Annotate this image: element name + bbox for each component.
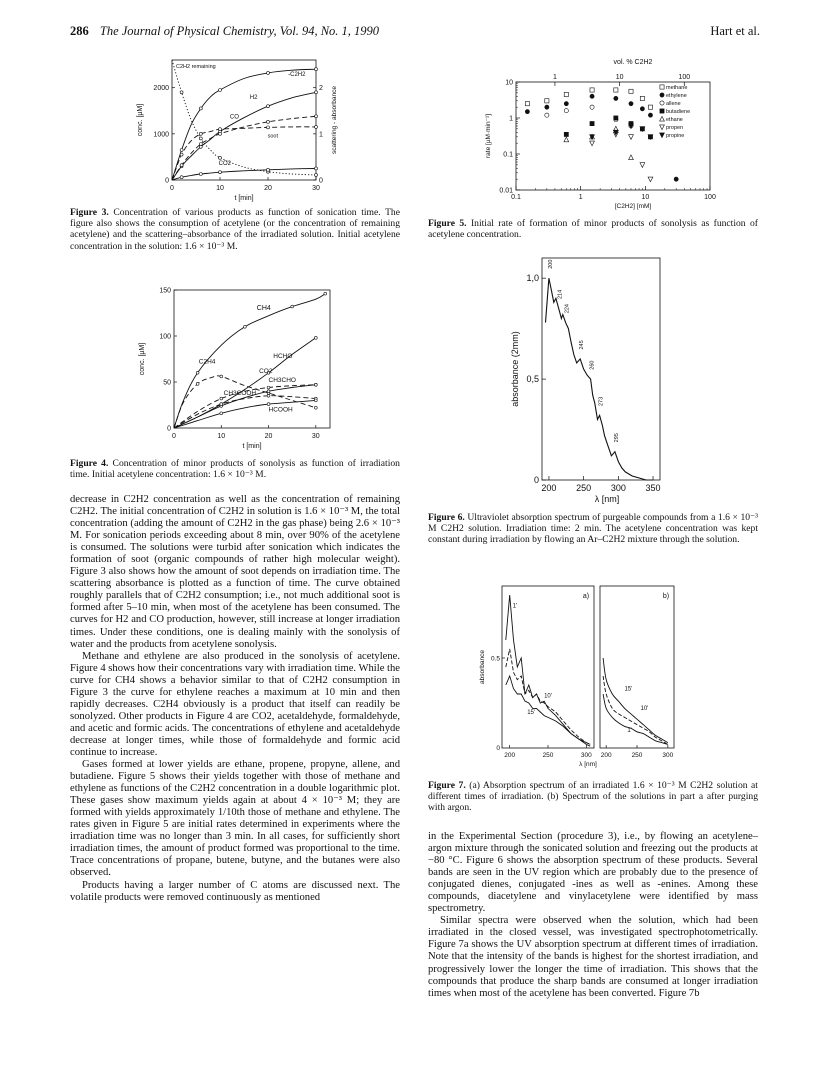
data-point <box>219 171 222 174</box>
x-tick-label: 20 <box>264 185 272 192</box>
y-tick-label: 0.5 <box>490 655 500 663</box>
label-ch3cho: CH3CHO <box>268 377 296 384</box>
x-tick-label-a: 250 <box>542 752 554 759</box>
data-point <box>267 386 270 389</box>
x-axis-label: t [min] <box>234 195 254 202</box>
y-axis-label: absorbance (2mm) <box>510 331 520 407</box>
x-tick-label-a: 300 <box>580 752 592 759</box>
data-point-ethylene <box>614 96 618 100</box>
data-point-methane <box>648 105 652 109</box>
data-point-propen <box>640 163 645 168</box>
peak-label: 295 <box>613 433 620 443</box>
page-number: 286 <box>70 24 89 38</box>
figure-7-chart <box>476 582 686 772</box>
legend-marker-methane <box>660 85 664 89</box>
data-point <box>180 149 183 152</box>
x-tick-label: 1 <box>578 194 583 201</box>
data-point-butadiene <box>564 132 568 136</box>
panel-a-frame <box>502 586 594 748</box>
body-paragraph: Products having a larger number of C atoms are discussed next. The volatile products were removed continuously as mentioned <box>70 879 400 903</box>
y-tick-label: 0 <box>165 177 169 185</box>
x-tick-label-b: 300 <box>662 752 674 759</box>
data-point <box>219 128 222 131</box>
body-paragraph: decrease in C2H2 concentration as well as the concentration of remaining C2H2. The initial concentration of C2H2 in solution is 1.6 × 10⁻³ M, the total concentration (adding the amount of C2H2 in the gas phase) being 2.6 × 10⁻³ M. For sonication periods exceeding about 8 min, over 90% of the acetylene is consumed. The solutions were turbid after sonication which indicates the formation of soot (organic compounds of rather high molecular weight). Figure 3 also shows how the amount of soot depends on irradiation time. The scattering absorbance is plotted as a function of time. The curve obtained roughly parallels that of C2H2 consumption; i.e., not much additional soot is formed after 5–10 min, when most of the acetylene has been consumed. The curves for H2 and CO production, however, still increase at longer irradiation times. Under these conditions, one is dealing mainly with the sonolysis of water and the products from acetylene sonolysis. <box>70 494 400 650</box>
data-point-methane <box>640 96 644 100</box>
x-axis-label: t [min] <box>242 443 262 450</box>
data-point-methane <box>590 88 594 92</box>
x-tick-label: 10 <box>216 185 224 192</box>
data-point-ethylene <box>629 102 633 106</box>
top-tick-label: 10 <box>615 74 624 81</box>
top-axis-label: vol. % C2H2 <box>613 59 653 66</box>
data-point-butadiene <box>590 121 594 125</box>
body-column-right <box>428 831 758 1000</box>
data-point <box>180 91 183 94</box>
x-tick-label: 100 <box>704 194 716 201</box>
data-point-butadiene <box>614 116 618 120</box>
data-point <box>220 403 223 406</box>
running-authors: Hart et al. <box>710 24 760 38</box>
x-tick-label: 30 <box>311 433 320 440</box>
plot-frame <box>174 290 330 428</box>
figure-3-caption-text: Concentration of various products as function of sonication time. The figure also shows the consumption of acetylene (or the concentration of remaining acetylene) and the scattering–absorbance of the irradiated solution. Initial acetylene concentration in the solution: 1.6 × 10⁻³ M. <box>70 207 400 252</box>
x-tick-label: 300 <box>610 483 626 493</box>
data-point <box>244 325 247 328</box>
data-point-allene <box>590 105 594 109</box>
figure-4-caption-label: Figure 4. <box>70 458 109 469</box>
data-point-methane <box>545 99 549 103</box>
legend-label-ethane: ethane <box>666 117 683 123</box>
legend-marker-propine <box>660 133 665 138</box>
series-line-CO2 <box>172 169 316 181</box>
legend-label-allene: allene <box>666 101 681 107</box>
x-tick-label: 0 <box>170 185 174 192</box>
label-co2: CO2 <box>259 367 273 375</box>
data-point <box>196 371 199 374</box>
figure-5-caption-text: Initial rate of formation of minor products of sonolysis as function of acetylene concentration. <box>428 218 758 241</box>
legend-label-propen: propen <box>666 125 684 131</box>
y-tick-label: 1,0 <box>526 273 539 284</box>
data-point-allene <box>564 109 568 113</box>
legend-label-ethylene: ethylene <box>666 93 687 99</box>
data-point <box>199 107 202 110</box>
peak-label: 214 <box>557 289 564 300</box>
series-line-CH3COOH <box>174 396 316 428</box>
figure-7-caption-text: (a) Absorption spectrum of an irradiated 1.6 × 10⁻³ M C2H2 solution at different times of irradiation. (b) Spectrum of the solutions in part a after purging with argon. <box>428 780 758 814</box>
figure-3 <box>130 52 360 212</box>
data-point-propen <box>590 141 595 146</box>
data-point <box>196 382 199 385</box>
body-paragraph: Gases formed at lower yields are ethane, propene, propyne, allene, and butadiene. Figure 5 shows their yields together with those of methane and ethylene as functions of the C2H2 concentration in a double logarithmic plot. These gases show maximum yields again at about 4 × 10⁻³ M; they are formed with yields approximately 1/10th those of methane and ethylene. The rates given in Figure 5 are initial rates determined in experiments where the irradiation time was no longer than 3 min. In all cases, for sufficiently short irradiation times, the amount of product formed was proportional to the time. Trace concentrations of propane, butene, butyne, and the butanes were also observed. <box>70 759 400 879</box>
data-point <box>315 68 318 71</box>
y-axis-label: conc. [µM] <box>137 103 144 137</box>
data-point-ethylene <box>674 177 678 181</box>
data-point <box>180 164 183 167</box>
y-tick-label: 0 <box>167 425 171 433</box>
legend-label-butadiene: butadiene <box>666 109 691 115</box>
data-point-methane <box>564 92 568 96</box>
figure-7 <box>476 582 686 772</box>
y-tick-label: 1000 <box>153 131 169 139</box>
body-paragraph: Methane and ethylene are also produced in the sonolysis of acetylene. Figure 4 shows how their concentrations vary with irradiation time. While the curve for CH4 shows a behavior similar to that of C2H2 consumption in Figure 3 the curve for ethylene reaches a maximum at 10 min and then rapidly decreases. C2H4 obviously is a product that itself can readily be sonolyzed. Other products in Figure 4 are CO2, acetaldehyde, formaldehyde, and acetic and formic acids. The concentrations of ethylene and acetaldehyde decrease at longer times, while those of formaldehyde and formic acid continue to increase. <box>70 650 400 758</box>
data-point <box>219 132 222 135</box>
figure-3-caption <box>70 207 400 252</box>
panel-a-label: a) <box>582 593 590 600</box>
data-point <box>324 292 327 295</box>
data-point <box>267 394 270 397</box>
label-c2h4: C2H4 <box>198 358 216 366</box>
label-c2h2-remaining: C2H2 remaining <box>176 64 216 70</box>
figure-6 <box>508 254 668 504</box>
data-point-allene <box>545 113 549 117</box>
x-axis-label: λ [nm] <box>579 761 597 768</box>
data-point-ethylene <box>590 94 594 98</box>
top-tick-label: 100 <box>678 74 691 81</box>
peak-label: 200 <box>547 259 554 269</box>
data-point-methane <box>614 88 618 92</box>
x-tick-label: 0.1 <box>511 194 521 201</box>
x-tick-label: 0 <box>172 433 176 440</box>
running-head <box>70 24 379 39</box>
curve-label-a: 10' <box>544 693 552 700</box>
data-point-propen <box>629 135 634 140</box>
data-point <box>314 336 317 339</box>
figure-6-caption <box>428 512 758 546</box>
data-point <box>314 383 317 386</box>
data-point <box>267 120 270 123</box>
figure-4-chart <box>128 282 358 458</box>
data-point <box>219 89 222 92</box>
legend-marker-allene <box>660 101 664 105</box>
curve-label-a: 1' <box>512 603 518 610</box>
peak-label: 260 <box>589 360 596 370</box>
label-ch4: CH4 <box>256 305 271 313</box>
label-hcooh: HCOOH <box>268 406 293 414</box>
data-point <box>315 167 318 170</box>
data-point-methane <box>525 102 529 106</box>
data-point <box>267 168 270 171</box>
body-paragraph: Similar spectra were observed when the solution, which had been irradiated in the closed vessel, was investigated spectrophotometrically. Figure 7a shows the UV absorption spectrum at different times of irradiation. Note that the intensity of the bands is highest for the shortest irradiation, and progressively lower the longer the time of irradiation. This shows that the compounds that produce the sharp bands are consumed at longer irradiation times when most of the acetylene has been converted. Figure 7b <box>428 915 758 999</box>
x-axis-label: λ [nm] <box>594 494 620 504</box>
page-header <box>70 24 760 44</box>
data-point-ethylene <box>545 105 549 109</box>
x-tick-label: 200 <box>541 483 557 493</box>
body-paragraph: in the Experimental Section (procedure 3), i.e., by flowing an acetylene–argon mixture through the sonicated solution and freezing out the products at −80 °C. Figure 6 shows the absorption spectrum of these products. Several bands are seen in the UV region which are probably due to the presence of conjugated dienes, conjugated -ines as well as -enines. Among these compounds, diacetylene and vinylacetylene were identified by mass spectrometry. <box>428 831 758 915</box>
curve-label-b: 10' <box>640 706 649 713</box>
data-point <box>220 412 223 415</box>
data-point <box>219 156 222 159</box>
figure-6-chart <box>508 254 668 504</box>
x-tick-label: 30 <box>312 185 320 192</box>
legend-marker-ethylene <box>660 93 664 97</box>
figure-5 <box>478 54 718 210</box>
data-point-methane <box>629 89 633 93</box>
data-point <box>180 176 183 179</box>
data-point <box>199 143 202 146</box>
label-c2h2: -C2H2 <box>288 72 306 79</box>
panel-b-frame <box>600 586 674 748</box>
label-ch3cooh: CH3COOH <box>223 389 257 397</box>
data-point <box>314 406 317 409</box>
label-h2: H2 <box>249 94 258 101</box>
panel-b-label: b) <box>662 593 670 600</box>
data-point-ethane <box>564 137 569 142</box>
data-point <box>199 132 202 135</box>
data-point-ethane <box>629 155 634 160</box>
y2-tick-label: 1 <box>319 131 323 139</box>
y2-tick-label: 0 <box>319 177 323 185</box>
data-point <box>315 173 318 176</box>
data-point <box>267 105 270 108</box>
spectrum-line <box>546 278 654 480</box>
x-tick-label: 350 <box>645 483 661 493</box>
figure-6-caption-text: Ultraviolet absorption spectrum of purgeable compounds from a 1.6 × 10⁻³ M C2H2 solution. Irradiation time: 2 min. The acetylene concentration was kept constant during irradiation by flowing an Ar–C2H2 mixture through the solution. <box>428 512 758 546</box>
data-point <box>220 397 223 400</box>
data-point <box>315 91 318 94</box>
data-point-ethylene <box>525 110 529 114</box>
y-tick-label: 1 <box>509 115 513 123</box>
data-point <box>220 375 223 378</box>
figure-7-caption-label: Figure 7. <box>428 780 466 791</box>
figure-3-caption-label: Figure 3. <box>70 207 109 218</box>
y-zero-label: 0 <box>496 745 500 752</box>
figure-6-caption-label: Figure 6. <box>428 512 465 523</box>
curve-a-1' <box>506 595 590 746</box>
y-tick-label: 0,5 <box>526 374 539 385</box>
y-tick-label: 150 <box>159 287 171 295</box>
data-point <box>267 403 270 406</box>
data-point-propen <box>648 177 653 182</box>
series-line-H2 <box>172 92 316 180</box>
y-tick-label: 100 <box>159 333 171 341</box>
data-point <box>180 153 183 156</box>
data-point-ethylene <box>564 102 568 106</box>
y-tick-label: 0.1 <box>503 151 513 159</box>
figure-5-chart <box>478 54 718 210</box>
data-point-ethylene <box>648 113 652 117</box>
figure-4 <box>128 282 358 458</box>
x-tick-label-a: 200 <box>504 752 516 759</box>
legend-label-methane: methane <box>666 85 688 91</box>
y-tick-label: 50 <box>163 379 171 387</box>
legend-label-propine: propine <box>666 133 685 139</box>
curve-b-10' <box>603 676 668 744</box>
x-tick-label-b: 200 <box>600 752 612 759</box>
label-soot: soot <box>267 133 279 140</box>
x-axis-label: [C2H2] [mM] <box>614 203 652 210</box>
curve-label-b: 1' <box>627 727 632 734</box>
legend-marker-ethane <box>660 116 665 121</box>
top-tick-label: 1 <box>552 74 557 81</box>
label-co: CO <box>229 114 239 121</box>
peak-label: 273 <box>598 396 605 407</box>
data-point <box>315 115 318 118</box>
data-point <box>291 305 294 308</box>
y2-tick-label: 2 <box>319 85 323 93</box>
curve-b-15' <box>603 658 668 743</box>
figure-5-caption <box>428 218 758 240</box>
data-point <box>267 126 270 129</box>
data-point <box>267 390 270 393</box>
series-line-HCOOH <box>174 400 316 428</box>
x-tick-label: 10 <box>217 433 226 440</box>
data-point <box>314 399 317 402</box>
x-tick-label: 250 <box>576 483 592 493</box>
peak-label: 245 <box>579 340 586 350</box>
figure-7-caption <box>428 780 758 814</box>
data-point-ethylene <box>640 107 644 111</box>
curve-label-b: 15' <box>624 686 633 693</box>
y-tick-label: 10 <box>505 79 513 87</box>
legend-marker-butadiene <box>660 109 664 113</box>
legend-marker-propen <box>660 125 665 130</box>
body-column-left <box>70 494 400 904</box>
curve-a-15' <box>506 676 590 744</box>
label-co2: CO2 <box>218 160 231 167</box>
figure-3-chart <box>130 52 360 212</box>
y-tick-label: 0.01 <box>499 187 513 195</box>
figure-4-caption <box>70 458 400 480</box>
series-line-CH4 <box>174 294 325 428</box>
y-tick-label: 2000 <box>153 85 169 93</box>
y-axis-label: absorbance <box>479 650 486 684</box>
y-tick-label: 0 <box>533 475 539 485</box>
data-point <box>199 173 202 176</box>
x-tick-label: 10 <box>641 194 650 201</box>
x-tick-label: 20 <box>264 433 273 440</box>
y-axis-label: conc. [µM] <box>139 342 146 376</box>
y-axis-label: rate [µM·min⁻¹] <box>485 113 492 159</box>
label-hcho: HCHO <box>273 353 293 361</box>
curve-label-a: 15' <box>527 709 536 716</box>
figure-5-caption-label: Figure 5. <box>428 218 467 229</box>
figure-4-caption-text: Concentration of minor products of sonolysis as function of irradiation time. Initial acetylene concentration: 1.6 × 10⁻³ M. <box>70 458 400 481</box>
data-point <box>315 125 318 128</box>
peak-label: 224 <box>564 303 571 314</box>
x-tick-label-b: 250 <box>631 752 643 759</box>
journal-title: The Journal of Physical Chemistry, Vol. 94, No. 1, 1990 <box>99 24 380 38</box>
y2-axis-label: scattering - absorbance <box>331 86 338 154</box>
data-point <box>199 137 202 140</box>
data-point <box>267 71 270 74</box>
